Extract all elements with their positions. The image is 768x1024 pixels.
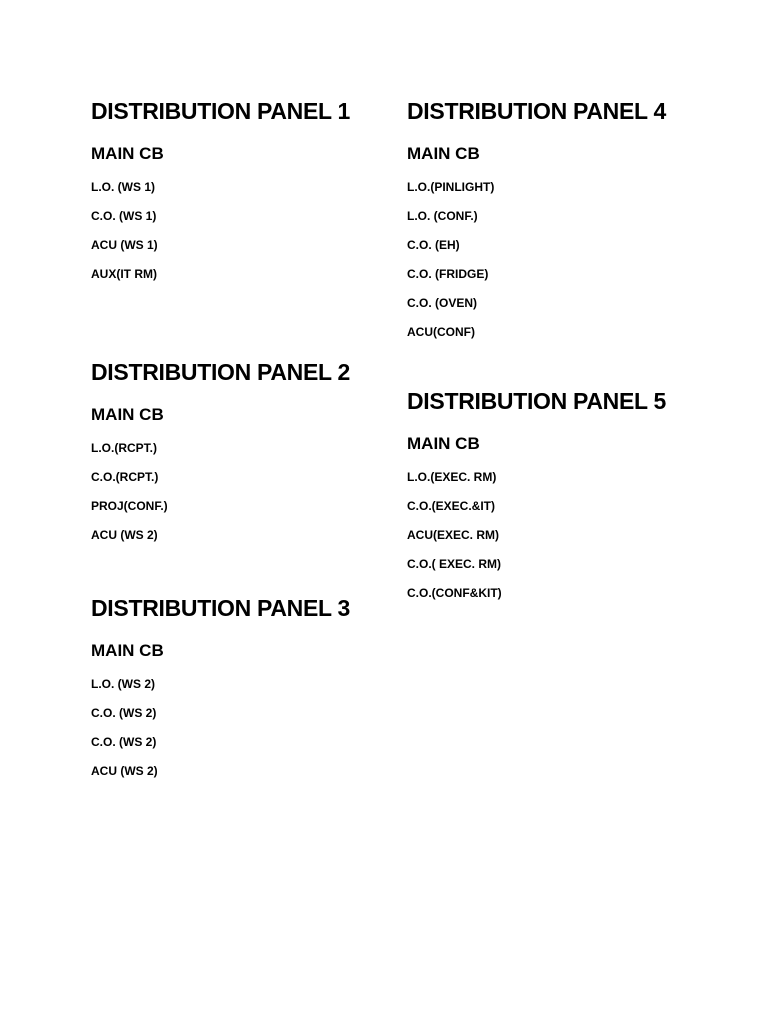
main-cb-label: MAIN CB <box>91 144 164 163</box>
main-cb-label: MAIN CB <box>407 434 480 453</box>
panel-title: DISTRIBUTION PANEL 4 <box>407 98 666 124</box>
circuit-list <box>407 173 666 347</box>
circuit-item: L.O.(EXEC. RM) <box>407 470 497 484</box>
circuit-item: ACU(CONF) <box>407 325 475 339</box>
circuit-item: L.O.(PINLIGHT) <box>407 180 495 194</box>
distribution-panel-5 <box>407 386 666 608</box>
panel-title: DISTRIBUTION PANEL 1 <box>91 98 350 124</box>
main-cb-label: MAIN CB <box>91 405 164 424</box>
circuit-item: ACU (WS 2) <box>91 764 158 778</box>
circuit-item: C.O.(RCPT.) <box>91 470 159 484</box>
circuit-item: ACU (WS 2) <box>91 528 158 542</box>
distribution-panel-1 <box>91 96 350 289</box>
circuit-item: C.O.( EXEC. RM) <box>407 557 502 571</box>
circuit-list <box>91 173 350 289</box>
circuit-item: L.O. (CONF.) <box>407 209 478 223</box>
circuit-item: C.O.(CONF&KIT) <box>407 586 502 600</box>
circuit-item: C.O. (FRIDGE) <box>407 267 489 281</box>
circuit-item: L.O. (WS 2) <box>91 677 155 691</box>
distribution-panel-2 <box>91 357 350 550</box>
panel-title: DISTRIBUTION PANEL 2 <box>91 359 350 385</box>
circuit-item: PROJ(CONF.) <box>91 499 168 513</box>
circuit-item: ACU(EXEC. RM) <box>407 528 499 542</box>
circuit-item: C.O. (WS 2) <box>91 735 157 749</box>
circuit-list <box>407 463 666 608</box>
circuit-item: L.O.(RCPT.) <box>91 441 157 455</box>
circuit-item: L.O. (WS 1) <box>91 180 155 194</box>
circuit-item: C.O. (EH) <box>407 238 460 252</box>
panel-title: DISTRIBUTION PANEL 5 <box>407 388 666 414</box>
circuit-item: ACU (WS 1) <box>91 238 158 252</box>
distribution-panel-3 <box>91 593 350 786</box>
circuit-list <box>91 434 350 550</box>
distribution-panel-4 <box>407 96 666 347</box>
main-cb-label: MAIN CB <box>407 144 480 163</box>
circuit-item: AUX(IT RM) <box>91 267 157 281</box>
circuit-item: C.O. (WS 2) <box>91 706 157 720</box>
circuit-list <box>91 670 350 786</box>
main-cb-label: MAIN CB <box>91 641 164 660</box>
circuit-item: C.O.(EXEC.&IT) <box>407 499 496 513</box>
circuit-item: C.O. (WS 1) <box>91 209 157 223</box>
circuit-item: C.O. (OVEN) <box>407 296 478 310</box>
panel-title: DISTRIBUTION PANEL 3 <box>91 595 350 621</box>
